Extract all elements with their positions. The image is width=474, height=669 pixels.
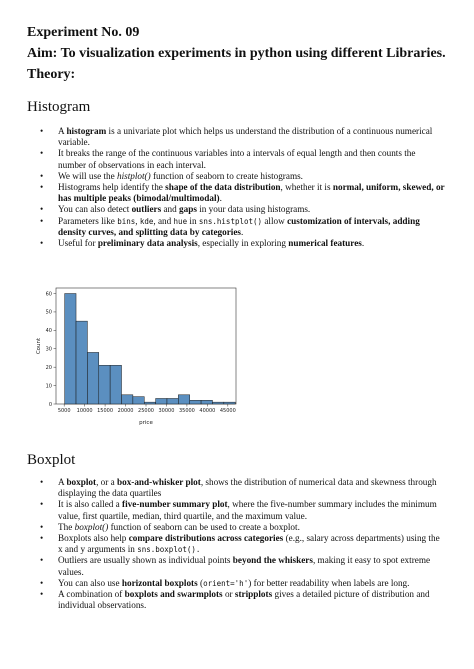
- x-tick-label: 35000: [178, 408, 195, 414]
- histogram-bar: [87, 352, 98, 404]
- x-tick-label: 30000: [158, 408, 175, 414]
- x-tick-label: 20000: [117, 408, 134, 414]
- histogram-bar: [224, 402, 235, 404]
- histogram-bar: [178, 395, 189, 404]
- histogram-bullet-list: [40, 126, 445, 249]
- y-tick-label: 20: [45, 364, 52, 371]
- list-item: • Parameters like bins, kde, and hue in sns.histplot() allow customization of intervals, adding density curves, and splitting data by categories.: [40, 216, 445, 238]
- x-tick-label: 40000: [199, 408, 216, 414]
- list-item: • A histogram is a univariate plot which helps us understand the distribution of a continuous numerical variable.: [40, 126, 445, 148]
- list-item: • The boxplot() function of seaborn can be used to create a boxplot.: [40, 522, 445, 533]
- boxplot-heading: Boxplot: [27, 452, 76, 468]
- x-tick-label: 5000: [57, 408, 71, 414]
- aim-statement: Aim: To visualization experiments in python using different Libraries.: [27, 46, 446, 61]
- y-tick-label: 40: [45, 328, 52, 335]
- histogram-bar: [190, 400, 201, 404]
- list-item: • Boxplots also help compare distributions across categories (e.g., salary across departments) using the x and y arguments in sns.boxplot().: [40, 533, 445, 555]
- y-axis-label: Count: [36, 337, 42, 355]
- histogram-bar: [110, 365, 121, 404]
- x-tick-label: 45000: [219, 408, 236, 414]
- list-item: • Histograms help identify the shape of the data distribution, whether it is normal, uniform, skewed, or has multiple peaks (bimodal/multimodal).: [40, 182, 445, 204]
- x-tick-label: 15000: [97, 408, 114, 414]
- histogram-bar: [156, 398, 167, 404]
- list-item: • A boxplot, or a box-and-whisker plot, shows the distribution of numerical data and skewness through displaying the data quartiles: [40, 477, 445, 499]
- histogram-bar: [201, 400, 212, 404]
- list-item: • It breaks the range of the continuous variables into a intervals of equal length and then counts the number of observations in each interval.: [40, 148, 445, 170]
- histogram-heading: Histogram: [27, 99, 91, 115]
- y-tick-label: 60: [45, 291, 52, 298]
- theory-heading: Theory:: [27, 67, 76, 82]
- price-histogram-chart: [34, 278, 244, 430]
- list-item: • Useful for preliminary data analysis, especially in exploring numerical features.: [40, 238, 445, 249]
- experiment-number: Experiment No. 09: [27, 25, 140, 40]
- histogram-bar: [144, 402, 155, 404]
- list-item: • It is also called a five-number summary plot, where the five-number summary includes the minimum value, first quartile, median, third quartile, and the maximum value.: [40, 499, 445, 521]
- histogram-bar: [212, 402, 223, 404]
- list-item: • A combination of boxplots and swarmplots or stripplots gives a detailed picture of distribution and individual observations.: [40, 589, 445, 611]
- list-item: • We will use the histplot() function of seaborn to create histograms.: [40, 171, 445, 182]
- histogram-bar: [133, 397, 144, 404]
- list-item: • Outliers are usually shown as individual points beyond the whiskers, making it easy to spot extreme values.: [40, 555, 445, 577]
- x-tick-label: 25000: [138, 408, 154, 414]
- histogram-bar: [167, 398, 178, 404]
- x-tick-label: 10000: [76, 408, 93, 414]
- histogram-bar: [122, 395, 133, 404]
- y-tick-label: 0: [48, 401, 52, 408]
- list-item: • You can also detect outliers and gaps in your data using histograms.: [40, 204, 445, 215]
- y-tick-label: 30: [45, 346, 52, 353]
- histogram-bar: [65, 294, 76, 404]
- y-tick-label: 10: [45, 383, 52, 390]
- boxplot-bullet-list: [40, 477, 445, 611]
- histogram-bar: [76, 321, 87, 404]
- x-axis-label: price: [139, 420, 153, 426]
- histogram-bar: [99, 365, 110, 404]
- list-item: • You can also use horizontal boxplots (orient='h') for better readability when labels are long.: [40, 578, 445, 589]
- y-tick-label: 50: [45, 309, 52, 316]
